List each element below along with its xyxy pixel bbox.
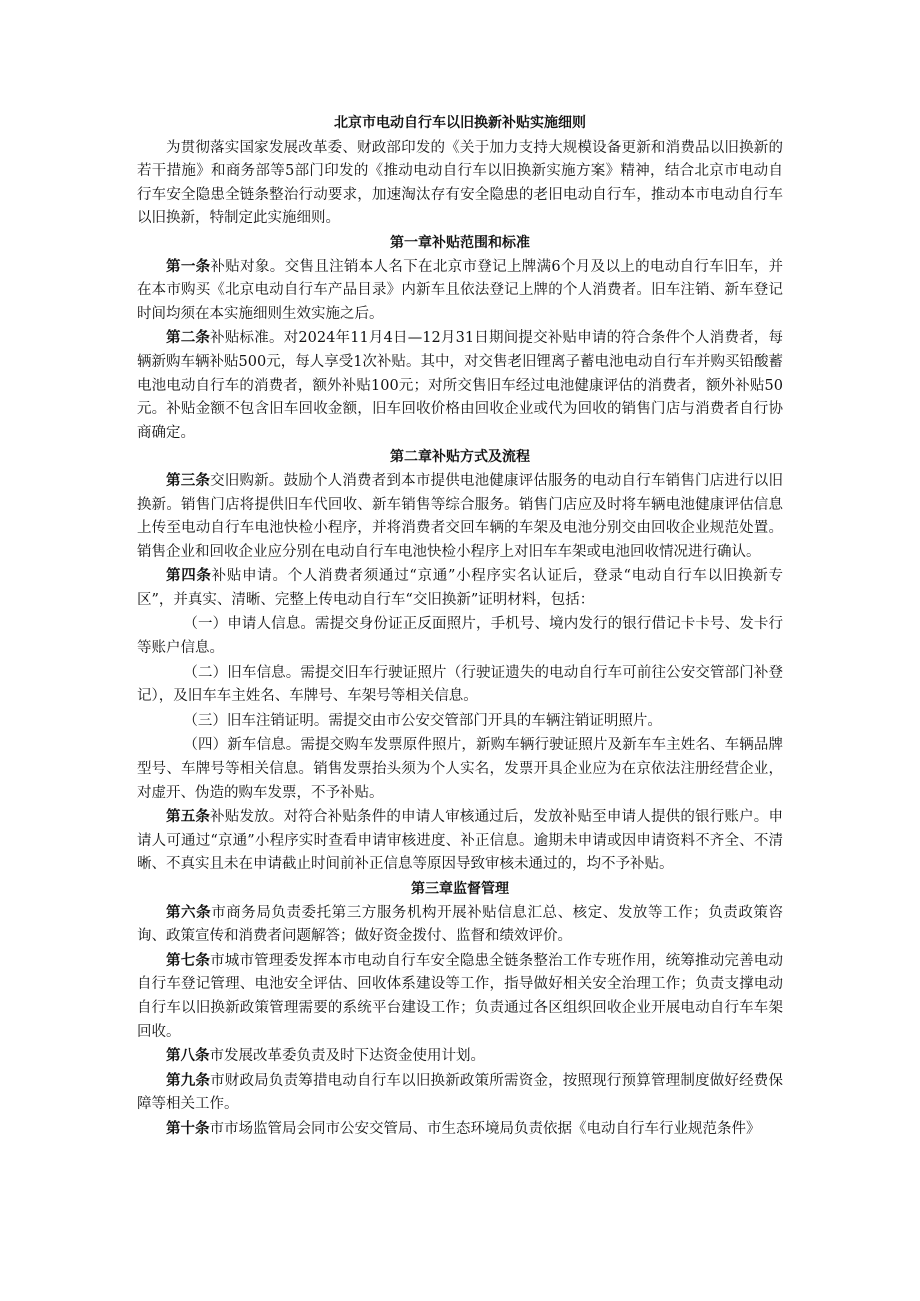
list-item: （三）旧车注销证明。需提交由市公安交管部门开具的车辆注销证明照片。 [183,712,662,729]
article-paragraph [137,1118,783,1142]
article-text: 补贴发放。对符合补贴条件的申请人审核通过后，发放补贴至申请人提供的银行账户。申请人可通过“京通”小程序实时查看申请审核进度、补正信息。逾期未申请或因申请资料不齐全、不清晰、不真实且未在申请截止时间前补正信息等原因导致审核未通过的，均不予补贴。 [137,809,784,873]
article-label: 第五条 [166,809,211,826]
document-page [137,112,783,1143]
article-text: 补贴对象。交售且注销本人名下在北京市登记上牌满6个月及以上的电动自行车旧车，并在本市购买《北京电动自行车产品目录》内新车且依法登记上牌的个人消费者。旧车注销、新车登记时间均须在本实施细则生效实施之后。 [137,258,784,322]
article-label: 第八条 [166,1048,210,1065]
list-item: （二）旧车信息。需提交旧车行驶证照片（行驶证遗失的电动自行车可前往公安交管部门补登记），及旧车车主姓名、车牌号、车架号等相关信息。 [137,664,783,705]
article-text: 市城市管理委发挥本市电动自行车安全隐患全链条整治工作专班作用，统筹推动完善电动自行车登记管理、电池安全评估、回收体系建设等工作，指导做好相关安全治理工作；负责支撑电动自行车以旧换新政策管理需要的系统平台建设工作；负责通过各区组织回收企业开展电动自行车车架回收。 [137,952,784,1040]
chapter-heading: 第三章监督管理 [411,881,509,897]
list-item: （一）申请人信息。需提交身份证正反面照片，手机号、境内发行的银行借记卡卡号、发卡行等账户信息。 [137,616,783,657]
article-text: 市商务局负责委托第三方服务机构开展补贴信息汇总、核定、发放等工作；负责政策咨询、政策宣传和消费者问题解答；做好资金拨付、监督和绩效评价。 [137,904,783,945]
article-text: 市财政局负责筹措电动自行车以旧换新政策所需资金，按照现行预算管理制度做好经费保障等相关工作。 [137,1072,784,1113]
document-title: 北京市电动自行车以旧换新补贴实施细则 [334,115,586,131]
article-label: 第十条 [166,1120,210,1137]
article-label: 第一条 [166,258,211,275]
article-label: 第九条 [166,1072,211,1089]
article-paragraph [137,327,783,445]
article-paragraph [137,565,783,612]
article-label: 第二条 [166,330,211,347]
article-text: 市市场监管局会同市公安交管局、市生态环境局负责依据《电动自行车行业规范条件》 [209,1120,761,1137]
article-text: 交旧购新。鼓励个人消费者到本市提供电池健康评估服务的电动自行车销售门店进行以旧换新。销售门店将提供旧车代回收、新车销售等综合服务。销售门店应及时将车辆电池健康评估信息上传至电动自行车电池快检小程序，并将消费者交回车辆的车架及电池分别交由回收企业规范处置。销售企业和回收企业应分别在电动自行车电池快检小程序上对旧车车架或电池回收情况进行确认。 [137,472,784,560]
article-paragraph [137,1070,783,1117]
article-label: 第七条 [166,952,211,969]
chapter-heading: 第二章补贴方式及流程 [390,449,530,466]
article-label: 第六条 [166,904,212,921]
article-paragraph [137,1045,783,1069]
list-item: （四）新车信息。需提交购车发票原件照片，新购车辆行驶证照片及新车车主姓名、车辆品牌型号、车牌号等相关信息。销售发票抬头须为个人实名，发票开具企业应为在京依法注册经营企业，对虚开、伪造的购车发票，不予补贴。 [137,737,783,801]
article-paragraph [137,470,783,564]
article-paragraph [137,256,783,327]
article-text: 补贴标准。对2024年11月4日—12月31日期间提交补贴申请的符合条件个人消费者，每辆新购车辆补贴500元，每人享受1次补贴。其中，对交售老旧锂离子蓄电池电动自行车并购买铅酸蓄电池电动自行车的消费者，额外补贴100元；对所交售旧车经过电池健康评估的消费者，额外补贴50元。补贴金额不包含旧车回收金额，旧车回收价格由回收企业或代为回收的销售门店与消费者自行协商确定。 [137,330,783,441]
article-paragraph [137,950,783,1044]
article-text: 补贴申请。个人消费者须通过“京通”小程序实名认证后，登录“电动自行车以旧换新专区”，并真实、清晰、完整上传电动自行车“交旧换新”证明材料，包括： [137,568,783,608]
article-text: 市发展改革委负责及时下达资金使用计划。 [209,1048,485,1065]
article-paragraph [137,902,783,949]
article-paragraph [137,806,783,877]
article-label: 第三条 [166,472,211,489]
article-label: 第四条 [166,568,212,585]
chapter-heading: 第一章补贴范围和标准 [390,234,530,251]
intro-paragraph: 为贯彻落实国家发展改革委、财政部印发的《关于加力支持大规模设备更新和消费品以旧换新的若干措施》和商务部等5部门印发的《推动电动自行车以旧换新实施方案》精神，结合北京市电动自行车安全隐患全链条整治行动要求，加速淘汰存有安全隐患的老旧电动自行车，推动本市电动自行车以旧换新，特制定此实施细则。 [137,139,783,227]
